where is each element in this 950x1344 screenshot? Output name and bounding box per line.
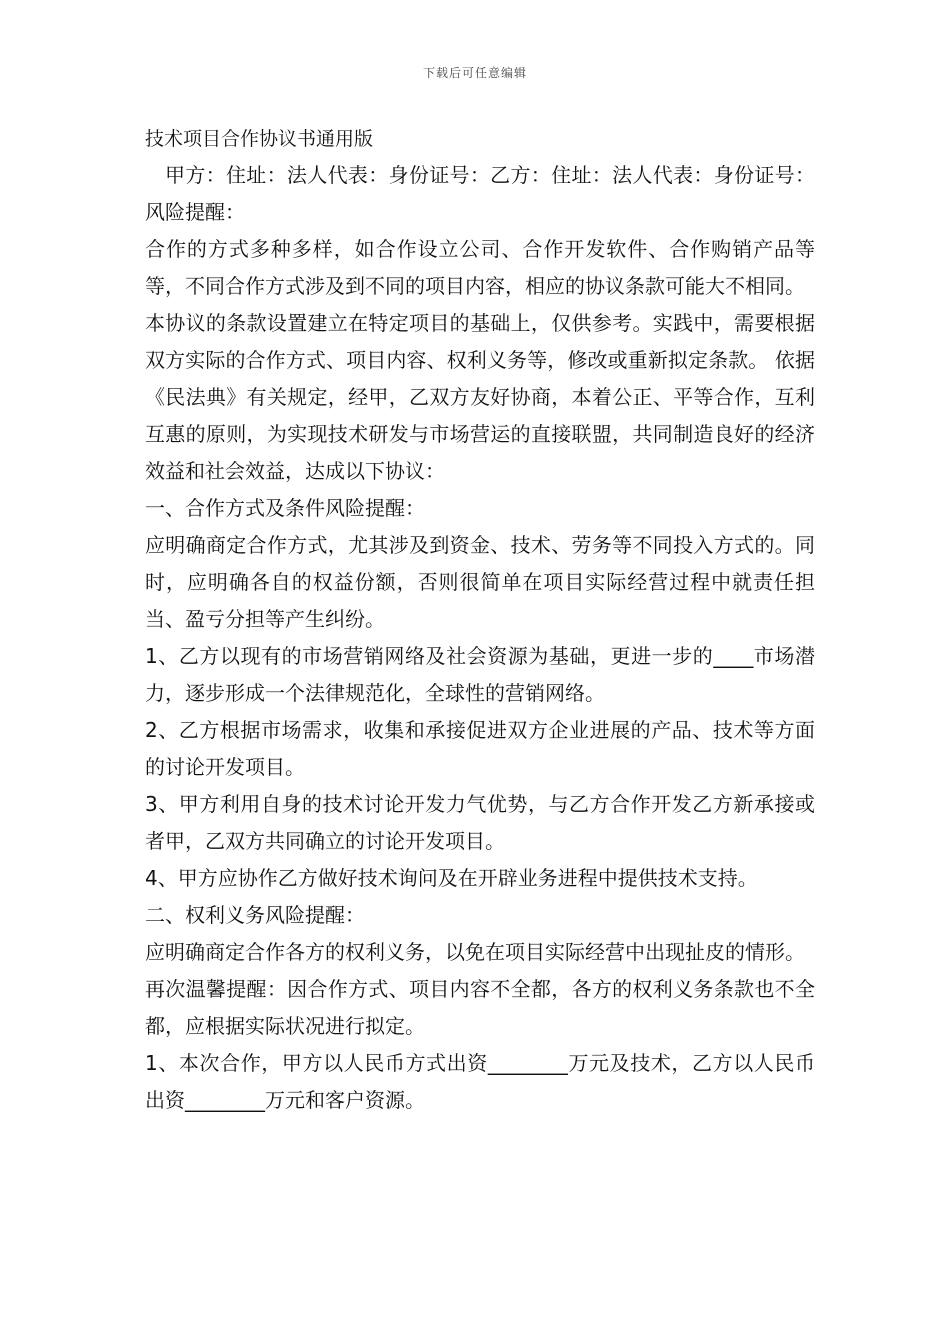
page-header: 下载后可任意编辑 bbox=[422, 66, 527, 80]
paragraph-risk-note-3: 应明确商定合作各方的权利义务，以免在项目实际经营中出现扯皮的情形。 bbox=[145, 940, 805, 964]
clause-1-4: 4、甲方应协作乙方做好技术询问及在开辟业务进程中提供技术支持。 bbox=[145, 866, 758, 890]
clause-1-3: 3、甲方利用自身的技术讨论开发力气优势，与乙方合作开发乙方新承接或者甲，乙双方共同确立的讨论开发项目。 bbox=[145, 792, 815, 853]
paragraph-reminder: 再次温馨提醒：因合作方式、项目内容不全都，各方的权利义务条款也不全都，应根据实际状况进行拟定。 bbox=[145, 977, 815, 1038]
paragraph-parties: 甲方：住址：法人代表：身份证号：乙方：住址：法人代表：身份证号：风险提醒： bbox=[145, 163, 815, 224]
clause-2-1: 1、本次合作，甲方以人民币方式出资________万元及技术，乙方以人民币出资________万元和客户资源。 bbox=[145, 1051, 815, 1112]
paragraph-risk-note-1: 合作的方式多种多样，如合作设立公司、合作开发软件、合作购销产品等等，不同合作方式涉及到不同的项目内容，相应的协议条款可能大不相同。 bbox=[145, 237, 815, 298]
paragraph-preamble: 本协议的条款设置建立在特定项目的基础上，仅供参考。实践中，需要根据双方实际的合作方式、项目内容、权利义务等，修改或重新拟定条款。 依据《民法典》有关规定，经甲，乙双方友好协商，本着公正、平等合作，互利互惠的原则，为实现技术研发与市场营运的直接联盟，共同制造良好的经济效益和社会效益，达成以下协议： bbox=[145, 311, 815, 483]
document-title: 技术项目合作协议书通用版 bbox=[145, 128, 374, 150]
section-heading-2: 二、权利义务风险提醒： bbox=[145, 903, 365, 927]
clause-1-2: 2、乙方根据市场需求，收集和承接促进双方企业进展的产品、技术等方面的讨论开发项目。 bbox=[145, 718, 815, 779]
clause-1-1: 1、乙方以现有的市场营销网络及社会资源为基础，更进一步的____市场潜力，逐步形成一个法律规范化，全球性的营销网络。 bbox=[145, 644, 815, 705]
section-heading-1: 一、合作方式及条件风险提醒： bbox=[145, 496, 425, 520]
document-body bbox=[145, 121, 815, 1119]
paragraph-risk-note-2: 应明确商定合作方式，尤其涉及到资金、技术、劳务等不同投入方式的。同时，应明确各自的权益份额，否则很简单在项目实际经营过程中就责任担当、盈亏分担等产生纠纷。 bbox=[145, 533, 815, 631]
